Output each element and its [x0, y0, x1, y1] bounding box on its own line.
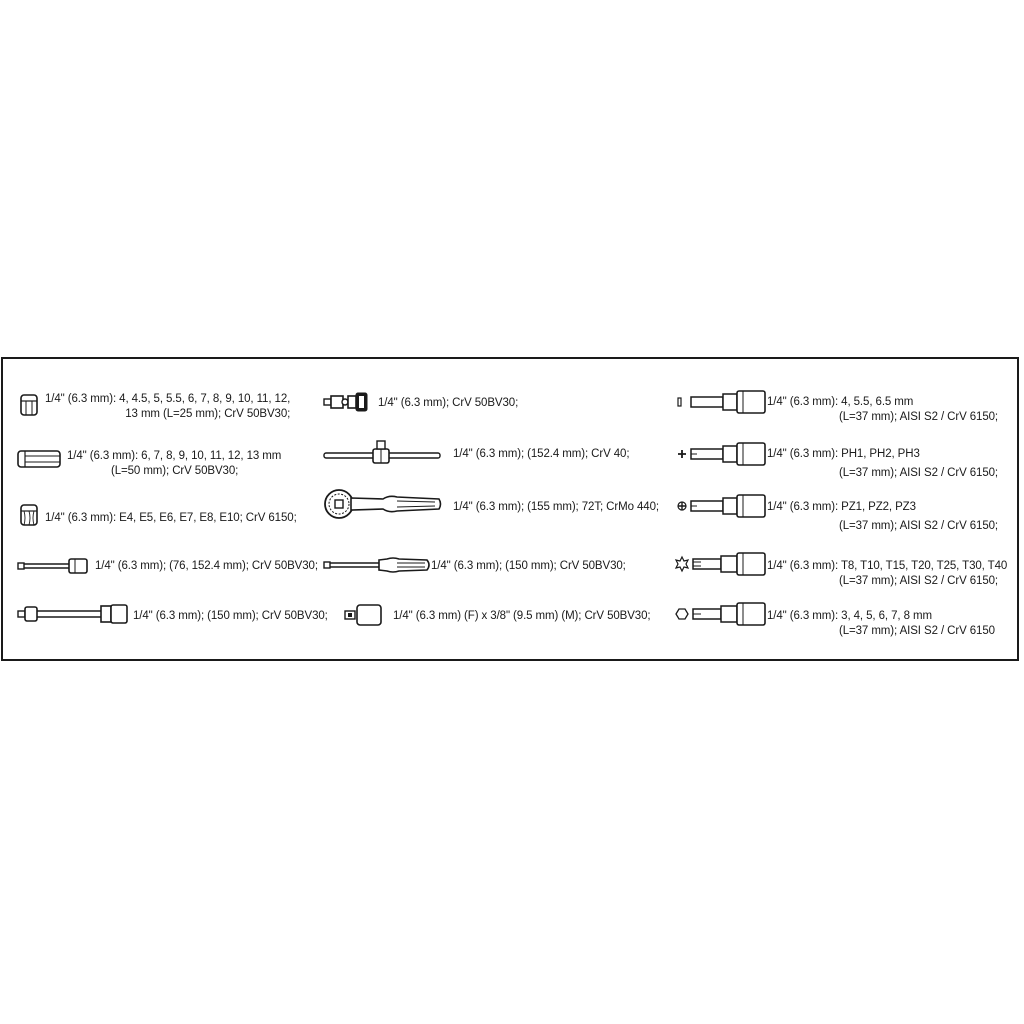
spec-line-1: 1/4" (6.3 mm) (F) x 3/8" (9.5 mm) (M); CrV 50BV30; [393, 610, 651, 622]
pozidriv-bit-socket-spec [767, 500, 998, 534]
spec-line-1: 1/4" (6.3 mm); (152.4 mm); CrV 40; [453, 448, 630, 460]
spec-line-2: 13 mm (L=25 mm); CrV 50BV30; [125, 408, 291, 420]
extension-bar-icon [17, 557, 89, 575]
flat-bit-socket-spec [767, 395, 998, 425]
spec-line-1: 1/4" (6.3 mm): PZ1, PZ2, PZ3 [767, 501, 916, 513]
spinner-handle-spec [431, 559, 626, 574]
pozidriv-bit-socket-icon [677, 493, 767, 519]
spec-line-2: (L=37 mm); AISI S2 / CrV 6150; [839, 411, 999, 423]
universal-joint-spec [378, 396, 518, 411]
spec-line-2: (L=37 mm); AISI S2 / CrV 6150; [839, 575, 999, 587]
phillips-bit-socket-icon [677, 441, 767, 467]
e-torx-socket-spec [45, 511, 297, 526]
standard-socket-spec [45, 392, 290, 422]
spec-line-1: 1/4" (6.3 mm): 3, 4, 5, 6, 7, 8 mm [767, 610, 932, 622]
ratchet-handle-icon [323, 487, 443, 521]
phillips-bit-socket-spec [767, 447, 998, 481]
extension-bar-spec [95, 559, 318, 574]
spec-line-2: (L=37 mm); AISI S2 / CrV 6150 [839, 625, 995, 637]
spinner-handle-icon [323, 555, 433, 575]
spec-line-2: (L=50 mm); CrV 50BV30; [111, 465, 239, 477]
spec-line-1: 1/4" (6.3 mm): 4, 5.5, 6.5 mm [767, 396, 914, 408]
spec-line-1: 1/4" (6.3 mm); (155 mm); 72T; CrMo 440; [453, 501, 659, 513]
spec-line-1: 1/4" (6.3 mm); CrV 50BV30; [378, 397, 519, 409]
sliding-t-bar-icon [323, 439, 443, 465]
spec-line-1: 1/4" (6.3 mm): 6, 7, 8, 9, 10, 11, 12, 13 mm [67, 450, 282, 462]
spec-line-1: 1/4" (6.3 mm): PH1, PH2, PH3 [767, 448, 920, 460]
universal-joint-icon [323, 391, 369, 413]
spec-line-1: 1/4" (6.3 mm); (76, 152.4 mm); CrV 50BV30; [95, 560, 318, 572]
flat-bit-socket-icon [677, 389, 767, 415]
spec-line-1: 1/4" (6.3 mm); (150 mm); CrV 50BV30; [431, 560, 626, 572]
e-torx-socket-icon [19, 503, 41, 527]
torx-bit-socket-icon [675, 551, 767, 577]
hex-bit-socket-spec [767, 609, 995, 639]
sliding-t-bar-spec [453, 447, 629, 462]
standard-socket-icon [19, 393, 41, 417]
deep-socket-icon [16, 449, 62, 469]
tool-set-panel [1, 357, 1019, 661]
adapter-spec [393, 609, 651, 624]
adapter-icon [344, 603, 384, 627]
torx-bit-socket-spec [767, 559, 1007, 589]
spec-line-1: 1/4" (6.3 mm): 4, 4.5, 5, 5.5, 6, 7, 8, 9, 10, 11, 12, [45, 393, 291, 405]
spec-line-1: 1/4" (6.3 mm); (150 mm); CrV 50BV30; [133, 610, 328, 622]
flexible-extension-icon [17, 603, 129, 625]
spec-line-2: (L=37 mm); AISI S2 / CrV 6150; [839, 520, 999, 532]
spec-line-1: 1/4" (6.3 mm): T8, T10, T15, T20, T25, T30, T40 [767, 560, 1008, 572]
hex-bit-socket-icon [675, 601, 767, 627]
ratchet-handle-spec [453, 500, 659, 515]
deep-socket-spec [67, 449, 281, 479]
flexible-extension-spec [133, 609, 328, 624]
spec-line-1: 1/4" (6.3 mm): E4, E5, E6, E7, E8, E10; CrV 6150; [45, 512, 297, 524]
spec-line-2: (L=37 mm); AISI S2 / CrV 6150; [839, 467, 999, 479]
